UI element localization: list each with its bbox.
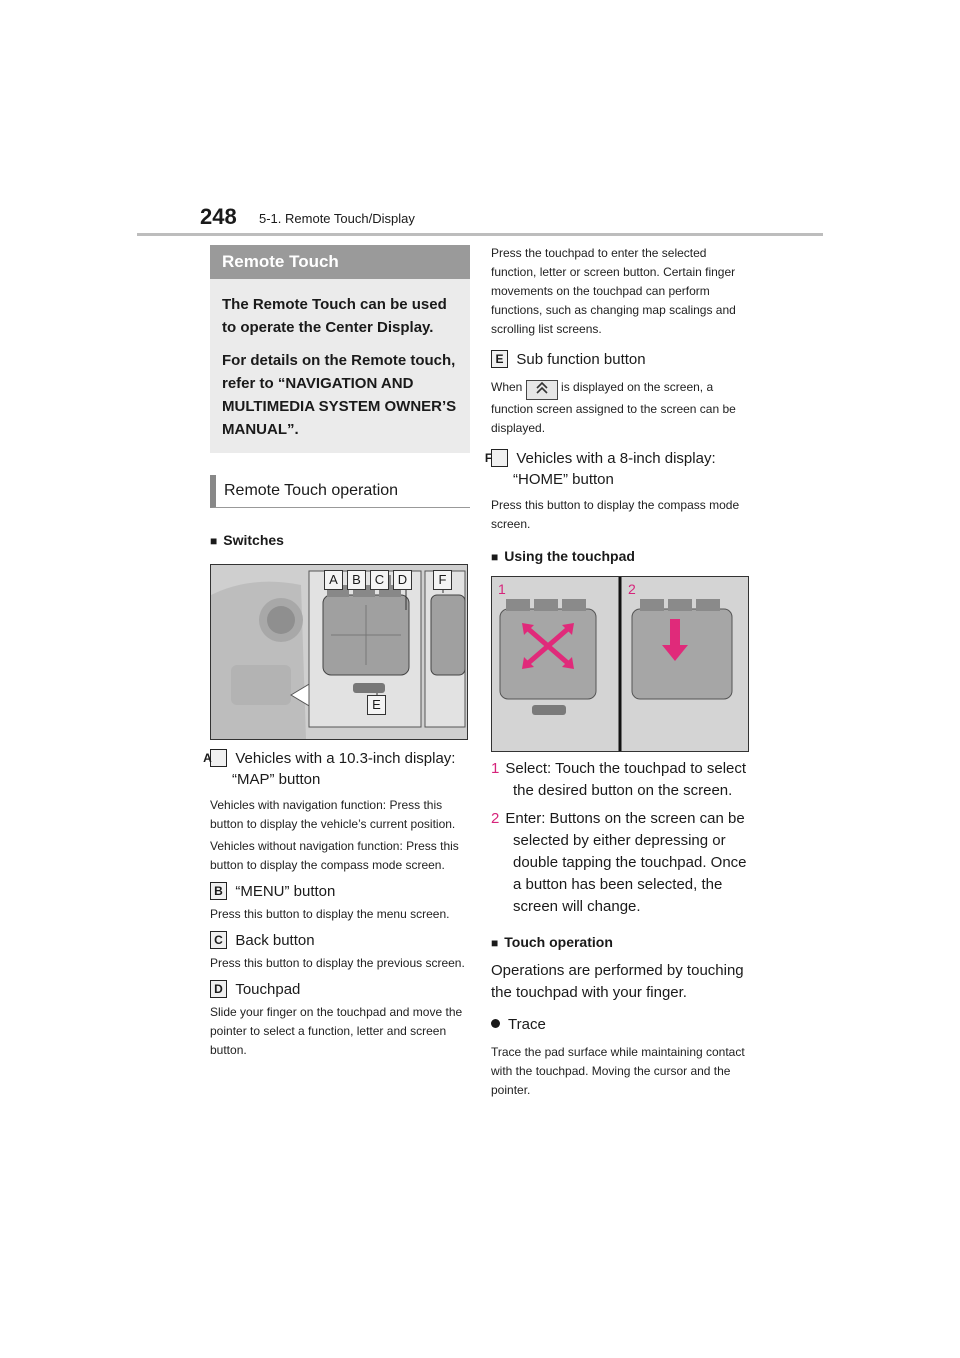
step-1-text: Select: Touch the touchpad to select the desired button on the screen.	[505, 760, 747, 799]
item-b-desc: Press this button to display the menu screen.	[210, 907, 450, 921]
figure-label-a: A	[324, 570, 343, 590]
item-c-title: Back button	[235, 932, 315, 949]
touchpad-illustration	[492, 577, 748, 751]
figure-step-2: 2	[628, 581, 636, 597]
round-bullet-icon	[491, 1019, 500, 1028]
touch-operation-heading: ■ Touch operation	[491, 934, 613, 950]
label-b-icon: B	[210, 882, 227, 900]
step-1	[491, 758, 753, 802]
trace-heading: Trace	[491, 1014, 753, 1035]
figure-label-f: F	[433, 570, 452, 590]
item-b-title: “MENU” button	[235, 883, 336, 900]
section-title: 5-1. Remote Touch/Display	[259, 211, 415, 226]
touchpad-intro: Press the touchpad to enter the selected function, letter or screen button. Certain finger movements on the touchpad can perform functions, such as changing map scalings and scrolling list screens.	[491, 246, 736, 336]
item-c-desc: Press this button to display the previous screen.	[210, 956, 465, 970]
touch-operation-text: Operations are performed by touching the touchpad with your finger.	[491, 962, 744, 1001]
item-a-desc: Vehicles with navigation function: Press this button to display the vehicle’s current position.	[210, 798, 456, 831]
step-1-number: 1	[491, 760, 500, 777]
remote-touch-note	[210, 279, 470, 453]
page-number: 248	[200, 204, 237, 229]
label-a-icon: A	[210, 749, 227, 767]
figure-label-c: C	[370, 570, 389, 590]
square-bullet-icon: ■	[491, 550, 499, 564]
item-d-desc: Slide your finger on the touchpad and move the pointer to select a function, letter and screen button.	[210, 1005, 463, 1057]
figure-step-1: 1	[498, 581, 506, 597]
note-paragraph-1: The Remote Touch can be used to operate the Center Display.	[222, 296, 447, 336]
figure-label-d: D	[393, 570, 412, 590]
switches-figure	[210, 564, 468, 740]
left-column	[203, 245, 470, 1060]
item-a	[203, 748, 470, 875]
item-f-desc: Press this button to display the compass mode screen.	[491, 498, 740, 531]
item-e	[491, 349, 753, 438]
item-a-desc2: Vehicles without navigation function: Press this button to display the compass mode screen.	[210, 839, 459, 872]
item-c	[210, 930, 470, 973]
remote-touch-banner: Remote Touch	[210, 245, 470, 279]
step-2-text: Enter: Buttons on the screen can be selected by either depressing or double tapping the touchpad. Once a button has been selected, the screen will change.	[505, 810, 747, 915]
console-illustration	[211, 565, 467, 739]
label-f-icon: F	[491, 449, 508, 467]
square-bullet-icon: ■	[210, 534, 218, 548]
touchpad-figure	[491, 576, 749, 752]
item-d	[210, 979, 470, 1060]
step-2-number: 2	[491, 810, 500, 827]
label-d-icon: D	[210, 980, 227, 998]
item-b	[210, 881, 470, 924]
operation-subheading: Remote Touch operation	[210, 475, 470, 508]
item-f	[484, 448, 753, 534]
step-2	[491, 808, 753, 918]
double-chevron-up-icon	[526, 380, 558, 400]
square-bullet-icon: ■	[491, 936, 499, 950]
item-e-desc: When is displayed on the screen, a function screen assigned to the screen can be displayed.	[491, 380, 736, 435]
right-column	[484, 244, 753, 1100]
note-paragraph-2: For details on the Remote touch, refer to “NAVIGATION AND MULTIMEDIA SYSTEM OWNER’S MANUAL”.	[222, 352, 457, 438]
item-a-title: Vehicles with a 10.3-inch display: “MAP” button	[232, 750, 456, 788]
label-e-icon: E	[491, 350, 508, 368]
trace-desc: Trace the pad surface while maintaining contact with the touchpad. Moving the cursor and the pointer.	[491, 1045, 745, 1097]
item-d-title: Touchpad	[235, 981, 301, 998]
item-e-title: Sub function button	[516, 351, 646, 368]
label-c-icon: C	[210, 931, 227, 949]
item-f-title: Vehicles with a 8-inch display: “HOME” button	[513, 450, 716, 488]
touchpad-heading: ■ Using the touchpad	[491, 548, 635, 564]
figure-label-e: E	[367, 695, 386, 715]
switches-heading: ■ Switches	[210, 532, 284, 548]
header-rule	[137, 233, 823, 236]
figure-label-b: B	[347, 570, 366, 590]
